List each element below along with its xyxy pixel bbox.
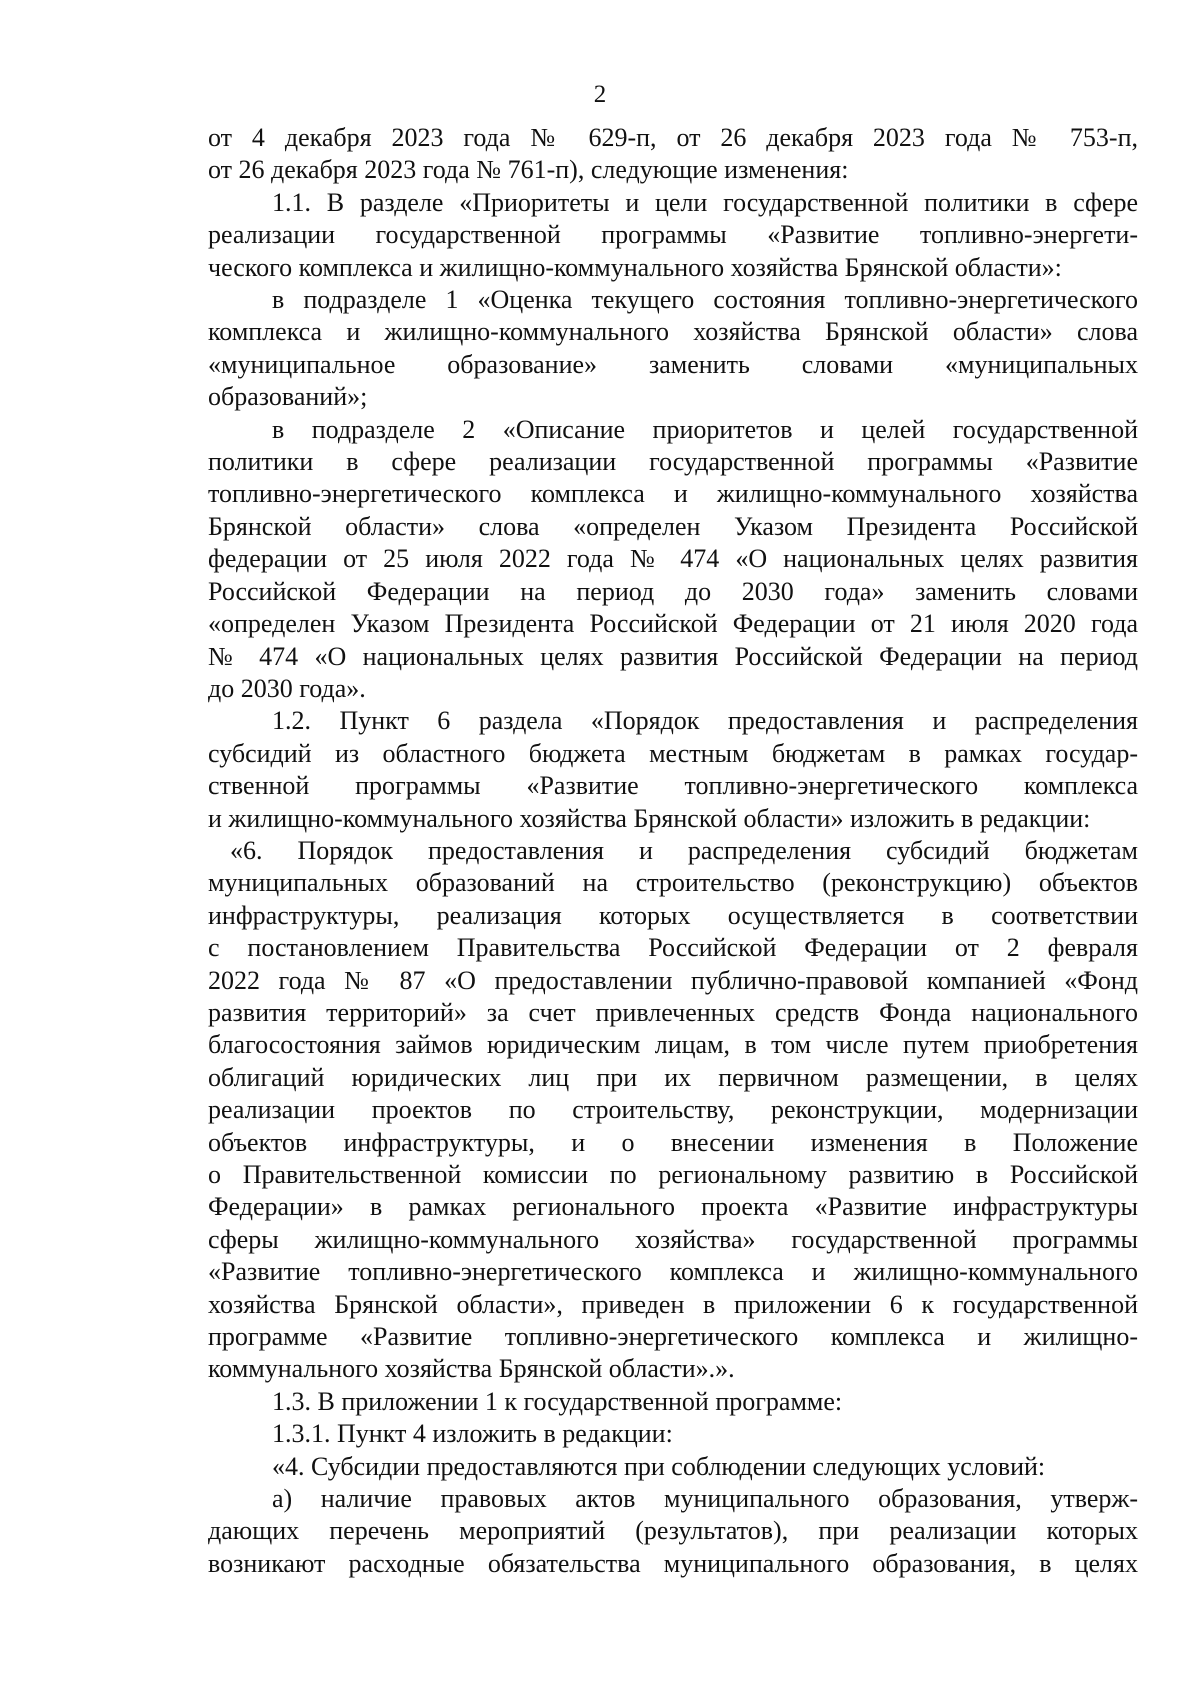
text-line: Брянской области» слова «определен Указом Президента Российской xyxy=(208,511,1138,541)
text-line: дающих перечень мероприятий (результатов), при реализации которых xyxy=(208,1516,1138,1546)
text-line: «4. Субсидии предоставляются при соблюдении следующих условий: xyxy=(272,1451,1046,1481)
text-line: «определен Указом Президента Российской Федерации от 21 июля 2020 года xyxy=(208,609,1138,639)
text-line: коммунального хозяйства Брянской области».». xyxy=(208,1354,735,1384)
text-line: комплекса и жилищно-коммунального хозяйства Брянской области» слова xyxy=(208,317,1138,347)
text-line: федерации от 25 июля 2022 года № 474 «О национальных целях развития xyxy=(208,544,1138,574)
text-line: Федерации» в рамках регионального проекта «Развитие инфраструктуры xyxy=(208,1192,1138,1222)
text-line: 1.2. Пункт 6 раздела «Порядок предоставления и распределения xyxy=(272,706,1138,736)
document-body xyxy=(208,122,1138,1580)
text-line: развития территорий» за счет привлеченных средств Фонда национального xyxy=(208,997,1138,1027)
text-line: «муниципальное образование» заменить словами «муниципальных xyxy=(208,349,1138,379)
text-line: ческого комплекса и жилищно-коммунального хозяйства Брянской области»: xyxy=(208,252,1062,282)
text-line: политики в сфере реализации государственной программы «Развитие xyxy=(208,447,1138,477)
text-line: программе «Развитие топливно-энергетического комплекса и жилищно- xyxy=(208,1322,1138,1352)
text-line: ственной программы «Развитие топливно-энергетического комплекса xyxy=(208,771,1138,801)
text-line: от 4 декабря 2023 года № 629-п, от 26 декабря 2023 года № 753-п, xyxy=(208,123,1138,152)
text-line: 2022 года № 87 «О предоставлении публично-правовой компанией «Фонд xyxy=(208,965,1138,995)
text-line: инфраструктуры, реализация которых осуществляется в соответствии xyxy=(208,900,1138,930)
text-line: а) наличие правовых актов муниципального образования, утверж- xyxy=(272,1484,1138,1514)
text-line: в подразделе 2 «Описание приоритетов и целей государственной xyxy=(272,414,1138,444)
text-line: образований»; xyxy=(208,382,368,412)
text-line: облигаций юридических лиц при их первичном размещении, в целях xyxy=(208,1062,1138,1092)
text-line: реализации проектов по строительству, реконструкции, модернизации xyxy=(208,1095,1138,1125)
text-line: до 2030 года». xyxy=(208,673,366,703)
text-line: 1.3. В приложении 1 к государственной программе: xyxy=(272,1386,843,1416)
text-line: благосостояния займов юридическим лицам, в том числе путем приобретения xyxy=(208,1030,1138,1060)
text-line: муниципальных образований на строительство (реконструкцию) объектов xyxy=(208,868,1138,898)
text-line: Российской Федерации на период до 2030 года» заменить словами xyxy=(208,576,1138,606)
text-line: от 26 декабря 2023 года № 761-п), следующие изменения: xyxy=(208,155,849,185)
text-line: субсидий из областного бюджета местным бюджетам в рамках государ- xyxy=(208,738,1138,768)
text-line: сферы жилищно-коммунального хозяйства» государственной программы xyxy=(208,1224,1138,1254)
text-line: хозяйства Брянской области», приведен в приложении 6 к государственной xyxy=(208,1289,1138,1319)
text-line: и жилищно-коммунального хозяйства Брянской области» изложить в редакции: xyxy=(208,803,1091,833)
text-line: возникают расходные обязательства муниципального образования, в целях xyxy=(208,1548,1138,1578)
page-number: 2 xyxy=(593,81,607,108)
text-line: о Правительственной комиссии по региональному развитию в Российской xyxy=(208,1160,1138,1189)
text-line: в подразделе 1 «Оценка текущего состояния топливно-энергетического xyxy=(272,285,1138,315)
text-line: «Развитие топливно-энергетического комплекса и жилищно-коммунального xyxy=(208,1257,1138,1287)
text-line: объектов инфраструктуры, и о внесении изменения в Положение xyxy=(208,1127,1138,1157)
text-line: 1.1. В разделе «Приоритеты и цели государственной политики в сфере xyxy=(272,187,1138,217)
text-line: с постановлением Правительства Российской Федерации от 2 февраля xyxy=(208,933,1138,963)
text-line: реализации государственной программы «Развитие топливно-энергети- xyxy=(208,220,1138,250)
text-line: 1.3.1. Пункт 4 изложить в редакции: xyxy=(272,1419,673,1449)
text-line: топливно-энергетического комплекса и жилищно-коммунального хозяйства xyxy=(208,479,1138,509)
text-line: «6. Порядок предоставления и распределения субсидий бюджетам xyxy=(230,835,1138,865)
text-line: № 474 «О национальных целях развития Российской Федерации на период xyxy=(208,641,1138,671)
